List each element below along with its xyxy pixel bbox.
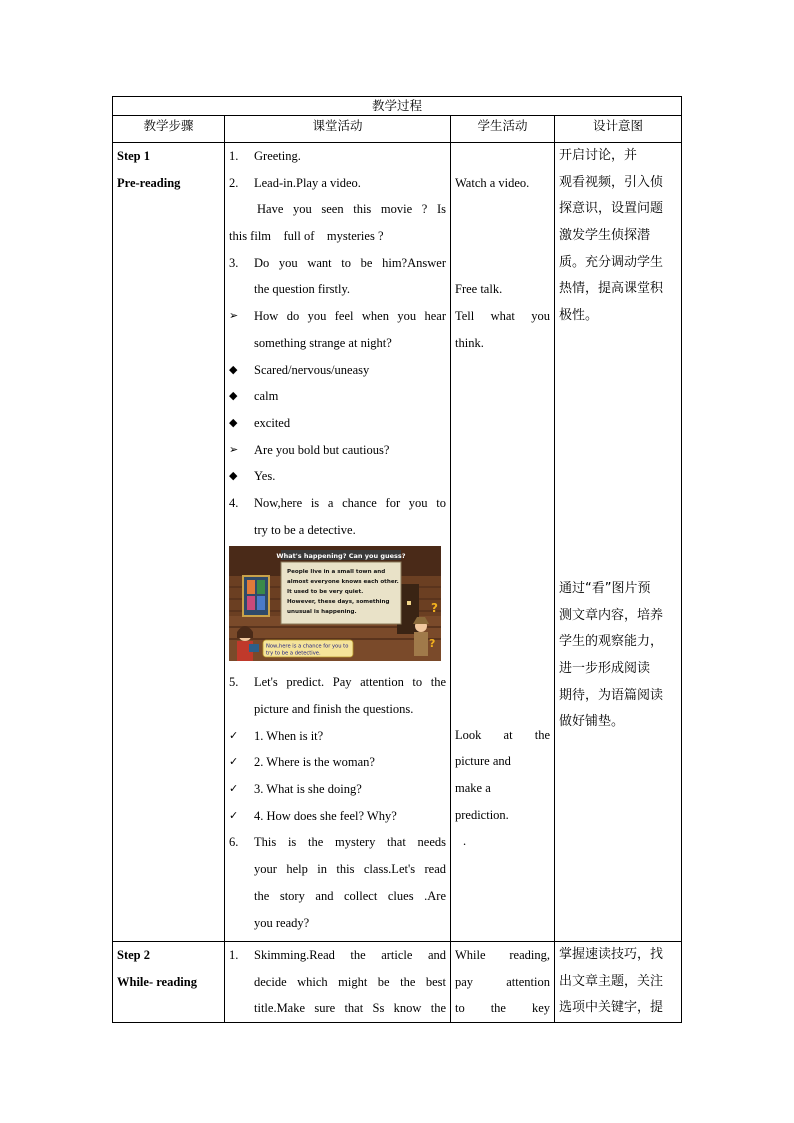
step1-cell	[113, 143, 225, 942]
list-item: ➢ Are you bold but cautious?	[229, 437, 446, 464]
header-student-activities: 学生活动	[451, 116, 555, 143]
step2-activities	[225, 942, 451, 1023]
list-number: 3.	[229, 255, 239, 270]
detective-illustration	[229, 546, 441, 661]
student-activity: Watch a video.	[455, 175, 530, 190]
header-design-intent: 设计意图	[555, 116, 682, 143]
table-title: 教学过程	[113, 97, 682, 116]
step1-name: Pre-reading	[117, 175, 181, 190]
list-number: 5.	[229, 675, 239, 690]
student-activity: prediction.	[455, 807, 509, 822]
step2-row	[113, 942, 682, 1023]
paragraph-line: this film full of mysteries ?	[229, 229, 384, 244]
list-number: 2.	[229, 175, 239, 190]
list-item: ✓ 1. When is it?	[229, 723, 446, 750]
student-activity: make a	[455, 781, 491, 796]
step2-label: Step 2	[117, 948, 150, 962]
arrow-bullet-icon: ➢	[229, 442, 239, 456]
check-icon: ✓	[229, 782, 239, 796]
header-class-activities: 课堂活动	[225, 116, 451, 143]
paragraph-line: title.Make sure that Ss know the	[254, 1001, 446, 1016]
list-item: ◆ excited	[229, 410, 446, 437]
diamond-bullet-icon: ◆	[229, 389, 238, 403]
check-icon: ✓	[229, 728, 239, 742]
student-activity: While reading,	[455, 948, 550, 962]
step1-row	[113, 143, 682, 942]
list-number: 6.	[229, 835, 239, 850]
diamond-bullet-icon: ◆	[229, 362, 238, 376]
list-item: 6. This is the mystery that needs	[229, 829, 446, 856]
step1-student-activities	[451, 143, 555, 942]
arrow-bullet-icon: ➢	[229, 309, 239, 323]
paragraph-line: you ready?	[254, 915, 310, 930]
student-activity: pay attention	[455, 974, 550, 989]
list-item: ➢ How do you feel when you hear	[229, 303, 446, 330]
step2-cell	[113, 942, 225, 1023]
student-activity: picture and	[455, 754, 511, 769]
list-item: 3. Do you want to be him?Answer	[229, 250, 446, 277]
list-item: ◆ Yes.	[229, 463, 446, 490]
paragraph-line: something strange at night?	[254, 335, 392, 350]
check-icon: ✓	[229, 755, 239, 769]
list-item: 5. Let's predict. Pay attention to the	[229, 669, 446, 696]
paragraph-line: Have you seen this movie ? Is	[257, 202, 446, 217]
list-item: 2. Lead-in.Play a video.	[229, 170, 446, 197]
svg-text:unusual is happening.: unusual is happening.	[287, 609, 357, 616]
list-item: 4. Now,here is a chance for you to	[229, 490, 446, 517]
paragraph-line: the question firstly.	[254, 282, 351, 297]
list-item: ◆ calm	[229, 383, 446, 410]
step2-student-activities	[451, 942, 555, 1023]
list-item: ✓ 3. What is she doing?	[229, 776, 446, 803]
list-number: 4.	[229, 495, 239, 510]
picture-banner: What's happening? Can you guess?	[276, 552, 406, 561]
teaching-process-table	[112, 96, 682, 1023]
diamond-bullet-icon: ◆	[229, 415, 238, 429]
student-activity: .	[463, 834, 467, 849]
svg-text:try to be a detective.: try to be a detective.	[266, 650, 321, 657]
svg-text:?: ?	[431, 601, 438, 616]
header-teaching-steps: 教学步骤	[113, 116, 225, 143]
svg-text:?: ?	[429, 637, 436, 651]
svg-text:It used to be very quiet.: It used to be very quiet.	[287, 589, 364, 596]
list-item: 1. Skimming.Read the article and	[229, 942, 446, 969]
student-activity: Tell what you	[455, 309, 550, 324]
step2-name: While- reading	[117, 974, 197, 989]
step1-design-intent: 开启讨论，并 观看视频，引入侦 探意识，设置问题 激发学生侦探潜 质。充分调动学生 热情，提高课堂积 极性。 通过“看”图片预 测文章内容，培养 学生的观察能力， 进一步形成阅读 期待，为语篇阅读 做好铺垫。	[555, 143, 682, 942]
check-icon: ✓	[229, 808, 239, 822]
paragraph-line: picture and finish the questions.	[254, 702, 414, 716]
step2-design-intent: 掌握速读技巧，找 出文章主题，关注 选项中关键字，提	[555, 942, 682, 1023]
svg-text:Now,here is a chance for you t: Now,here is a chance for you to	[266, 643, 349, 650]
list-item: ✓ 2. Where is the woman?	[229, 749, 446, 776]
student-activity: think.	[455, 335, 484, 350]
svg-text:However, these days, something: However, these days, something	[287, 599, 390, 606]
student-activity: Look at the	[455, 727, 550, 742]
step1-activities	[225, 143, 451, 942]
paragraph-line: decide which might be the best	[254, 974, 446, 989]
paragraph-line: try to be a detective.	[254, 522, 356, 537]
list-number: 1.	[229, 149, 239, 163]
list-item: 1. Greeting.	[229, 143, 446, 170]
diamond-bullet-icon: ◆	[229, 469, 238, 483]
list-item: ◆ Scared/nervous/uneasy	[229, 357, 446, 384]
student-activity: to the key	[455, 1001, 550, 1016]
list-number: 1.	[229, 948, 239, 962]
list-item: ✓ 4. How does she feel? Why?	[229, 803, 446, 830]
svg-text:almost everyone knows each oth: almost everyone knows each other.	[287, 579, 399, 586]
step1-label: Step 1	[117, 149, 150, 163]
paragraph-line: your help in this class.Let's read	[254, 862, 446, 877]
student-activity: Free talk.	[455, 282, 503, 297]
paragraph-line: the story and collect clues .Are	[254, 888, 446, 903]
svg-text:People live in a small town an: People live in a small town and	[287, 569, 386, 576]
